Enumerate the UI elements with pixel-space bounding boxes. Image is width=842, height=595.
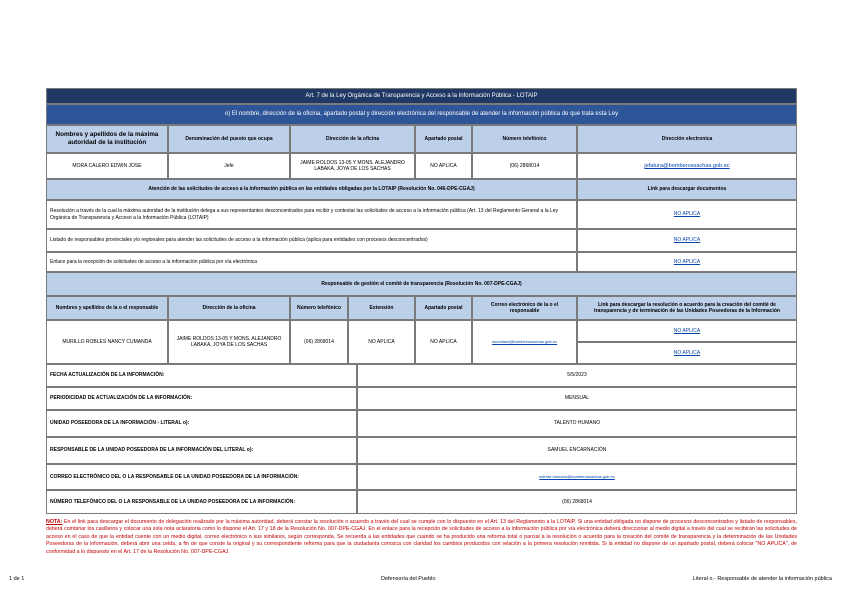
delegation-link[interactable]: NO APLICA: [673, 211, 701, 218]
col-header-phone: Número telefónico: [472, 125, 577, 153]
links-header: Link para descargar documentos: [577, 179, 797, 200]
info-value-periodicity: MENSUAL: [357, 387, 797, 410]
authority-address: JAIME ROLDOS 13-05 Y MONS. ALEJANDRO LABAKA, JOYA DE LOS SACHAS: [290, 153, 415, 179]
col-header-committee-extension: Extensión: [348, 296, 415, 320]
authority-postal: NO APLICA: [415, 153, 472, 179]
committee-email-link[interactable]: secretaria@bomberossachas.gob.ec: [491, 338, 558, 344]
footer-page-number: 1 de 1: [9, 576, 25, 582]
col-header-committee-postal: Apartado postal: [415, 296, 472, 320]
col-header-committee-phone: Número telefónico: [290, 296, 348, 320]
authority-position: Jefe: [168, 153, 290, 179]
committee-header: Responsable de gestión el comité de transparencia (Resolución No. 007-DPE-CGAJ): [46, 272, 797, 296]
attention-row-responsables: Listado de responsables provinciales y/o regionales para atender las solicitudes de acceso a la información pública (aplica para entidades con procesos desconcentrados): [46, 229, 577, 252]
committee-extension: NO APLICA: [348, 320, 415, 364]
committee-address: JAIME ROLDOS 13-05 Y MONS. ALEJANDRO LABAKA, JOYA DE LOS SACHAS: [168, 320, 290, 364]
page-subtitle: o) El nombre, dirección de la oficina, apartado postal y dirección electrónica del responsable de atender la información pública de que trata esta Ley: [46, 104, 797, 125]
footer-center: Defensoría del Pueblo: [381, 576, 436, 582]
col-header-committee-address: Dirección de la oficina: [168, 296, 290, 320]
col-header-committee-link: Link para descargar la resolución o acuerdo para la creación del comité de transparencia y de terminación de las Unidades Poseedoras de la Información: [577, 296, 797, 320]
authority-name: MORA CALERO EDWIN JOSE: [46, 153, 168, 179]
authority-email-link[interactable]: jefatura@bomberossachas.gob.ec: [644, 162, 730, 169]
authority-phone: (06) 2868014: [472, 153, 577, 179]
col-header-office-address: Dirección de la oficina: [290, 125, 415, 153]
note-label: NOTA:: [46, 519, 63, 525]
col-header-email: Dirección electronica: [577, 125, 797, 153]
info-label-phone: NÚMERO TELEFÓNICO DEL O LA RESPONSABLE DE LA UNIDAD POSEEDORA DE LA INFORMACIÓN:: [46, 490, 357, 514]
committee-link-1[interactable]: NO APLICA: [673, 327, 701, 334]
info-label-periodicity: PERIODICIDAD DE ACTUALIZACIÓN DE LA INFORMACIÓN:: [46, 387, 357, 410]
info-email-link[interactable]: talento-humano@bomberossachas.gob.ec: [539, 473, 615, 479]
note-text: En el link para descargar el documento de delegación realizado por la máxima autoridad, deberá constar la resolución o acuerdo a través del cual se cumple con lo dispuesto en el Art. 13 del Reglamento a la LOTAIP. Si una entidad obligada no dispone de procesos desconcentrados y listado de responsables, deberá combinar los casilleros y colocar una sola nota aclaratoria como lo dispone el Art. 17 y 18 de la Resolución No. 007-DPE-CGAJ. En el enlace para la recepción de solicitudes de acceso a la información pública por vía electrónica deberá direccionar al medio digital a través del cual se recibirán las solicitudes de acceso en el caso de que la entidad cuente con un medio digital, correo electrónico o sus similares, según corresponda. Se recuerda a las entidades que cuando se ha producido una reforma total o parcial a la resolución o acuerdo para la creación del comité de transparencia y la determinación de las Unidades Poseedoras de la información, deberá abrir una celda, a fin de que conste la original y su correspondiente reforma para que la ciudadanía conozca con claridad los cambios producidos con relación a la primera resolución remitida. Si la entidad no dispone de un apartado postal, deberá colocar "NO APLICA", de conformidad a lo dispuesto en el Art. 17 de la Resolución No. 007-DPE-CGAJ.: [46, 519, 797, 555]
committee-link-2[interactable]: NO APLICA: [673, 349, 701, 356]
info-value-unit: TALENTO HUMANO: [357, 410, 797, 437]
info-label-unit: UNIDAD POSEEDORA DE LA INFORMACIÓN - LITERAL o):: [46, 410, 357, 437]
col-header-authority-name: Nombres y apellidos de la máxima autoridad de la institución: [46, 125, 168, 153]
committee-postal: NO APLICA: [415, 320, 472, 364]
responsables-link[interactable]: NO APLICA: [673, 237, 701, 244]
info-label-responsible: RESPONSABLE DE LA UNIDAD POSEEDORA DE LA INFORMACIÓN DEL LITERAL o):: [46, 437, 357, 464]
footer-right: Literal o.- Responsable de atender la información pública: [692, 576, 832, 582]
attention-row-electronic: Enlace para la recepción de solicitudes de acceso a la información pública por vía electrónica: [46, 252, 577, 272]
info-label-update-date: FECHA ACTUALIZACIÓN DE LA INFORMACIÓN:: [46, 364, 357, 387]
info-label-email: CORREO ELECTRÓNICO DEL O LA RESPONSABLE DE LA UNIDAD POSEEDORA DE LA INFORMACIÓN:: [46, 464, 357, 490]
attention-header: Atención de las solicitudes de acceso a la información pública en las entidades obligadas por la LOTAIP (Resolución No. 046-DPE-CGAJ): [46, 179, 577, 200]
info-value-phone: (06) 2868014: [357, 490, 797, 514]
col-header-postal: Apartado postal: [415, 125, 472, 153]
note-paragraph: [46, 519, 797, 571]
committee-name: MURILLO ROBLES NANCY CUMANDA: [46, 320, 168, 364]
info-value-update-date: 5/5/2023: [357, 364, 797, 387]
attention-row-delegation: Resolución a través de la cual la máxima autoridad de la institución delega a sus representantes desconcentrados para recibir y contestar las solicitudes de acceso a la información pública (Art. 13 del Reglamento General a la Ley Orgánica de Transparencia y Acceso a la Información Pública (LOTAIP): [46, 200, 577, 229]
page-title: Art. 7 de la Ley Orgánica de Transparencia y Acceso a la Información Pública - LOTAIP: [46, 88, 797, 104]
committee-phone: (06) 2868014: [290, 320, 348, 364]
col-header-committee-name: Nombres y apellidos de la o el responsable: [46, 296, 168, 320]
col-header-committee-email: Correo electrónico de la o el responsable: [472, 296, 577, 320]
info-value-responsible: SAMUEL ENCARNACIÓN: [357, 437, 797, 464]
col-header-position: Denominación del puesto que ocupa: [168, 125, 290, 153]
electronic-link[interactable]: NO APLICA: [673, 258, 701, 265]
